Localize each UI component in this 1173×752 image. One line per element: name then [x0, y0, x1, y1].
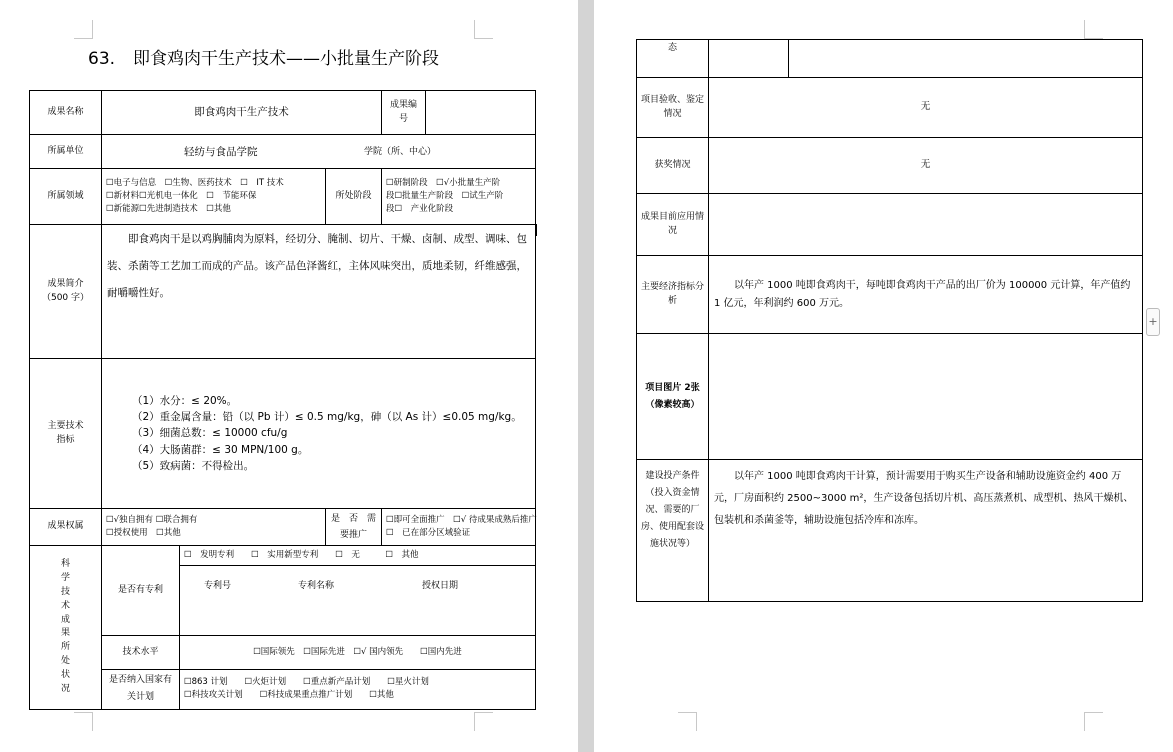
row-investment [637, 460, 1143, 602]
row-unit [30, 135, 536, 169]
field-line-3: ☐新能源☐先进制造技术 ☐其他 [106, 204, 231, 215]
title-number: 63. [88, 49, 116, 69]
crop-mark [1084, 712, 1103, 731]
label-awards: 获奖情况 [637, 138, 709, 194]
field-line-1: ☐电子与信息 ☐生物、医药技术 ☐ IT 技术 [106, 177, 284, 188]
document-page-left [0, 0, 578, 752]
label-status-vertical [30, 546, 102, 709]
summary-text: 即食鸡肉干是以鸡胸脯肉为原料，经切分、腌制、切片、干燥、卤制、成型、调味、包装、杀菌等工艺加工而成的产品。该产品色泽酱红，主体风味突出，质地柔韧，纤维感强，耐嚼嚼性好。 [107, 233, 527, 299]
label-summary-a: 成果简介 [47, 278, 84, 289]
row-acceptance [637, 78, 1143, 138]
vertical-text: 科学技术成果所处状况 [60, 558, 70, 695]
spec-item: （5）致病菌：不得检出。 [132, 459, 255, 472]
value-number [426, 91, 536, 135]
text-cursor [535, 224, 537, 236]
row-ownership [30, 509, 536, 546]
row-plan [30, 670, 536, 709]
row-awards [637, 138, 1143, 194]
row-patent-types [30, 546, 536, 566]
spec-item: （1）水分：≤ 20%。 [132, 394, 238, 407]
summary-cell [102, 225, 536, 359]
value-unit-cell [102, 135, 536, 169]
patent-types: ☐ 发明专利 ☐ 实用新型专利 ☐ 无 ☐ 其他 [180, 546, 536, 566]
value-awards: 无 [709, 138, 1143, 194]
promotion-line-2: ☐ 已在部分区域验证 [386, 528, 471, 539]
plan-line-2: ☐科技攻关计划 ☐科技成果重点推广计划 ☐其他 [184, 690, 394, 701]
label-economics: 主要经济指标分析 [637, 256, 709, 334]
crop-mark [474, 20, 493, 39]
value-acceptance: 无 [709, 78, 1143, 138]
stage-line-3: 段☐ 产业化阶段 [386, 204, 454, 215]
patent-name-label: 专利名称 [298, 581, 335, 592]
patent-number-label: 专利号 [204, 581, 232, 592]
document-title [88, 44, 439, 69]
label-promotion: 是 否 需要推广 [326, 509, 382, 546]
achievement-table-left [29, 90, 536, 710]
crop-mark [74, 712, 93, 731]
label-application: 成果目前应用情况 [637, 194, 709, 256]
spec-item: （3）细菌总数：≤ 10000 cfu/g [132, 427, 288, 440]
plan-options [180, 670, 536, 709]
row-images [637, 334, 1143, 460]
stage-line-1: ☐研制阶段 ☐√小批量生产阶 [386, 177, 501, 188]
label-summary [30, 225, 102, 359]
investment-cell [709, 460, 1143, 602]
label-field: 所属领域 [30, 169, 102, 225]
label-number: 成果编号 [382, 91, 426, 135]
stage-options [382, 169, 536, 225]
economics-cell [709, 256, 1143, 334]
crop-mark [1084, 20, 1103, 39]
label-specs-a: 主要技术 [47, 420, 84, 431]
row-status-cont [637, 40, 1143, 78]
value-name: 即食鸡肉干生产技术 [102, 91, 382, 135]
row-specs [30, 359, 536, 509]
label-patent: 是否有专利 [102, 546, 180, 636]
row-summary [30, 225, 536, 359]
patent-date-label: 授权日期 [422, 581, 459, 592]
label-summary-b: （500 字） [41, 292, 90, 303]
row-field [30, 169, 536, 225]
label-ownership: 成果权属 [30, 509, 102, 546]
label-name: 成果名称 [30, 91, 102, 135]
label-acceptance: 项目验收、鉴定情况 [637, 78, 709, 138]
unit-suffix: 学院（所、中心） [364, 147, 437, 157]
promotion-line-1: ☐即可全面推广 ☐√ 待成果成熟后推广 [386, 515, 537, 526]
spec-item: （2）重金属含量：铅（以 Pb 计）≤ 0.5 mg/kg，砷（以 As 计）≤0.05 mg/kg。 [132, 411, 522, 424]
patent-detail-cell [180, 566, 536, 636]
title-text: 即食鸡肉干生产技术——小批量生产阶段 [133, 49, 440, 69]
row-name [30, 91, 536, 135]
label-unit: 所属单位 [30, 135, 102, 169]
field-line-2: ☐新材料☐光机电一体化 ☐ 节能环保 [106, 190, 257, 201]
row-economics [637, 256, 1143, 334]
specs-cell [102, 359, 536, 509]
crop-mark [74, 20, 93, 39]
row-level [30, 636, 536, 670]
page-gutter [578, 0, 594, 752]
investment-text: 以年产 1000 吨即食鸡肉干计算，预计需要用于购买生产设备和辅助设施资金约 400 万元，厂房面积约 2500~3000 m²，生产设备包括切片机、高压蒸煮机、成型机、热风干燥机、包装机和杀菌釜等，辅助设施包括冷库和冻库。 [714, 471, 1134, 526]
achievement-table-right [636, 39, 1143, 602]
label-plan: 是否纳入国家有关计划 [102, 670, 180, 709]
field-options [102, 169, 326, 225]
value-application [709, 194, 1143, 256]
ownership-options [102, 509, 326, 546]
label-specs-b: 指标 [56, 434, 75, 445]
document-page-right [594, 0, 1162, 752]
crop-mark [678, 712, 697, 731]
economics-text: 以年产 1000 吨即食鸡肉干，每吨即食鸡肉干产品的出厂价为 100000 元计算，年产值约 1 亿元，年利润约 600 万元。 [714, 279, 1131, 309]
status-cont-cell-3 [789, 40, 1143, 78]
value-images [709, 334, 1143, 460]
spec-item: （4）大肠菌群：≤ 30 MPN/100 g。 [132, 443, 309, 456]
ownership-line-1: ☐√独自拥有 ☐联合拥有 [106, 515, 198, 526]
label-images: 项目图片 2张（像素较高） [637, 334, 709, 460]
label-investment: 建设投产条件（投入资金情况、需要的厂房、使用配套设施状况等） [637, 460, 709, 602]
promotion-options [382, 509, 536, 546]
label-level: 技术水平 [102, 636, 180, 670]
row-application [637, 194, 1143, 256]
label-specs [30, 359, 102, 509]
value-unit: 轻纺与食品学院 [184, 146, 258, 158]
ownership-line-2: ☐授权使用 ☐其他 [106, 528, 181, 539]
stage-line-2: 段☐批量生产阶段 ☐试生产阶 [386, 190, 504, 201]
label-status-cont: 态 [637, 40, 709, 78]
level-options: ☐国际领先 ☐国际先进 ☐√ 国内领先 ☐国内先进 [180, 636, 536, 670]
plan-line-1: ☐863 计划 ☐火炬计划 ☐重点新产品计划 ☐星火计划 [184, 677, 429, 688]
expand-tab-icon[interactable]: + [1146, 308, 1160, 336]
crop-mark [474, 712, 493, 731]
label-stage: 所处阶段 [326, 169, 382, 225]
status-cont-cell-2 [709, 40, 789, 78]
